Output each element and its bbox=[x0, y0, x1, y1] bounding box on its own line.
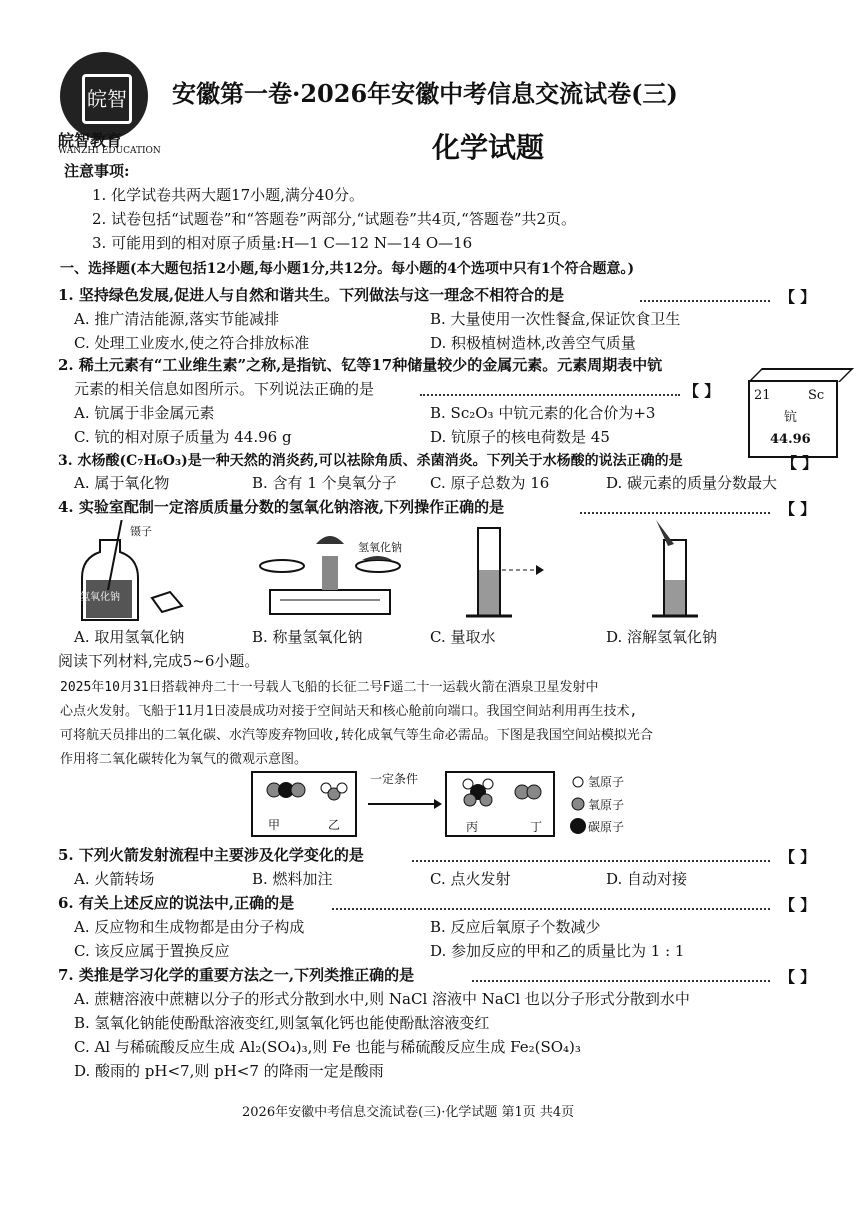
naoh-label: 氢氧化钠 bbox=[358, 541, 402, 554]
lab-operations-figure bbox=[60, 520, 840, 626]
q7-option-b: B. 氢氧化钠能使酚酞溶液变红,则氢氧化钙也能使酚酞溶液变红 bbox=[74, 1014, 490, 1032]
q6-option-c: C. 该反应属于置换反应 bbox=[74, 942, 230, 960]
q4-option-c: C. 量取水 bbox=[430, 628, 496, 646]
q7-option-c: C. Al 与稀硫酸反应生成 Al₂(SO₄)₃,则 Fe 也能与稀硫酸反应生成 Fe₂(SO₄)₃ bbox=[74, 1038, 581, 1056]
element-symbol: Sc bbox=[808, 388, 825, 403]
q1-option-d: D. 积极植树造林,改善空气质量 bbox=[430, 334, 636, 352]
q7-option-a: A. 蔗糖溶液中蔗糖以分子的形式分散到水中,则 NaCl 溶液中 NaCl 也以分子形式分散到水中 bbox=[74, 990, 690, 1008]
legend-carbon: 碳原子 bbox=[588, 820, 625, 834]
q5-option-d: D. 自动对接 bbox=[606, 870, 688, 888]
q3-option-b: B. 含有 1 个臭氧分子 bbox=[252, 474, 397, 492]
page-footer: 2026年安徽中考信息交流试卷(三)·化学试题 第1页 共4页 bbox=[242, 1105, 575, 1120]
label-jia: 甲 bbox=[268, 818, 281, 832]
answer-bracket: 【 】 bbox=[780, 968, 816, 986]
q5-option-c: C. 点火发射 bbox=[430, 870, 511, 888]
answer-bracket: 【 】 bbox=[780, 500, 816, 518]
q5-stem: 5. 下列火箭发射流程中主要涉及化学变化的是 bbox=[58, 846, 364, 864]
brand-name: 皖智教育 bbox=[58, 131, 123, 150]
q7-option-d: D. 酸雨的 pH<7,则 pH<7 的降雨一定是酸雨 bbox=[74, 1062, 384, 1080]
note-item: 1. 化学试卷共两大题17小题,满分40分。 bbox=[92, 186, 365, 204]
q2-option-b: B. Sc₂O₃ 中钪元素的化合价为+3 bbox=[430, 404, 656, 422]
q3-option-c: C. 原子总数为 16 bbox=[430, 474, 550, 492]
brand-en: WANZHI EDUCATION bbox=[58, 146, 161, 156]
q6-option-b: B. 反应后氧原子个数减少 bbox=[430, 918, 601, 936]
q2-option-a: A. 钪属于非金属元素 bbox=[74, 404, 215, 422]
dissolving-illustration bbox=[652, 520, 698, 616]
leader-dots bbox=[420, 394, 680, 396]
q2-option-d: D. 钪原子的核电荷数是 45 bbox=[430, 428, 610, 446]
leader-dots bbox=[580, 512, 770, 514]
q1-option-a: A. 推广清洁能源,落实节能减排 bbox=[74, 310, 280, 328]
element-card bbox=[748, 380, 838, 458]
reading-line: 作用将二氧化碳转化为氧气的微观示意图。 bbox=[60, 752, 308, 767]
answer-bracket: 【 】 bbox=[780, 848, 816, 866]
subject-title: 化学试题 bbox=[432, 131, 545, 164]
graduated-cylinder-illustration bbox=[466, 528, 544, 616]
q5-option-a: A. 火箭转场 bbox=[74, 870, 155, 888]
atomic-number: 21 bbox=[754, 388, 771, 403]
reading-line: 心点火发射。飞船于11月1日凌晨成功对接于空间站天和核心舱前向端口。我国空间站利用再生技术, bbox=[60, 704, 638, 719]
note-item: 2. 试卷包括“试题卷”和“答题卷”两部分,“试题卷”共4页,“答题卷”共2页。 bbox=[92, 210, 577, 228]
section-heading: 一、选择题(本大题包括12小题,每小题1分,共12分。每小题的4个选项中只有1个符合题意。) bbox=[60, 261, 635, 277]
reading-line: 可将航天员排出的二氧化碳、水汽等废弃物回收,转化成氧气等生命必需品。下图是我国空间站模拟光合 bbox=[60, 728, 653, 743]
answer-bracket: 【 】 bbox=[780, 896, 816, 914]
atomic-mass: 44.96 bbox=[770, 432, 811, 447]
note-item: 3. 可能用到的相对原子质量:H—1 C—12 N—14 O—16 bbox=[92, 234, 473, 252]
answer-bracket: 【 】 bbox=[684, 382, 720, 400]
tweezers-label: 镊子 bbox=[130, 525, 152, 538]
notes-heading: 注意事项: bbox=[64, 162, 130, 180]
reaction-condition: 一定条件 bbox=[370, 772, 419, 786]
label-bing: 丙 bbox=[466, 820, 479, 834]
q3-option-a: A. 属于氧化物 bbox=[74, 474, 170, 492]
q2-stem-cont: 元素的相关信息如图所示。下列说法正确的是 bbox=[74, 380, 375, 398]
q1-stem: 1. 坚持绿色发展,促进人与自然和谐共生。下列做法与这一理念不相符合的是 bbox=[58, 286, 565, 304]
label-yi: 乙 bbox=[328, 818, 341, 832]
leader-dots bbox=[472, 980, 770, 982]
legend-hydrogen: 氢原子 bbox=[588, 775, 625, 789]
q4-option-b: B. 称量氢氧化钠 bbox=[252, 628, 363, 646]
q3-option-d: D. 碳元素的质量分数最大 bbox=[606, 474, 778, 492]
q7-stem: 7. 类推是学习化学的重要方法之一,下列类推正确的是 bbox=[58, 966, 415, 984]
reading-intro: 阅读下列材料,完成5~6小题。 bbox=[58, 652, 260, 670]
exam-title: 安徽第一卷·2026年安徽中考信息交流试卷(三) bbox=[172, 79, 678, 108]
q1-option-b: B. 大量使用一次性餐盒,保证饮食卫生 bbox=[430, 310, 681, 328]
q3-stem: 3. 水杨酸(C₇H₆O₃)是一种天然的消炎药,可以祛除角质、杀菌消炎。下列关于水杨酸的说法正确的是 bbox=[58, 453, 683, 469]
q1-option-c: C. 处理工业废水,使之符合排放标准 bbox=[74, 334, 310, 352]
q5-option-b: B. 燃料加注 bbox=[252, 870, 333, 888]
q6-stem: 6. 有关上述反应的说法中,正确的是 bbox=[58, 894, 295, 912]
reading-line: 2025年10月31日搭载神舟二十一号载人飞船的长征二号F遥二十一运载火箭在酒泉卫星发射中 bbox=[60, 680, 599, 695]
logo-mark: 皖智 bbox=[82, 74, 132, 124]
q4-option-d: D. 溶解氢氧化钠 bbox=[606, 628, 718, 646]
element-name: 钪 bbox=[784, 410, 798, 425]
bottle-label: 氢氧化钠 bbox=[80, 592, 120, 603]
leader-dots bbox=[332, 908, 770, 910]
leader-dots bbox=[640, 300, 770, 302]
q2-option-c: C. 钪的相对原子质量为 44.96 g bbox=[74, 428, 292, 446]
answer-bracket: 【 】 bbox=[780, 288, 816, 306]
q4-option-a: A. 取用氢氧化钠 bbox=[74, 628, 185, 646]
label-ding: 丁 bbox=[530, 820, 543, 834]
legend-oxygen: 氧原子 bbox=[588, 798, 625, 812]
q2-stem: 2. 稀土元素有“工业维生素”之称,是指钪、钇等17种储量较少的金属元素。元素周期表中钪 bbox=[58, 356, 663, 374]
answer-bracket: 【 】 bbox=[782, 454, 818, 472]
q6-option-d: D. 参加反应的甲和乙的质量比为 1 : 1 bbox=[430, 942, 685, 960]
q4-stem: 4. 实验室配制一定溶质质量分数的氢氧化钠溶液,下列操作正确的是 bbox=[58, 498, 505, 516]
q6-option-a: A. 反应物和生成物都是由分子构成 bbox=[74, 918, 305, 936]
leader-dots bbox=[412, 860, 770, 862]
